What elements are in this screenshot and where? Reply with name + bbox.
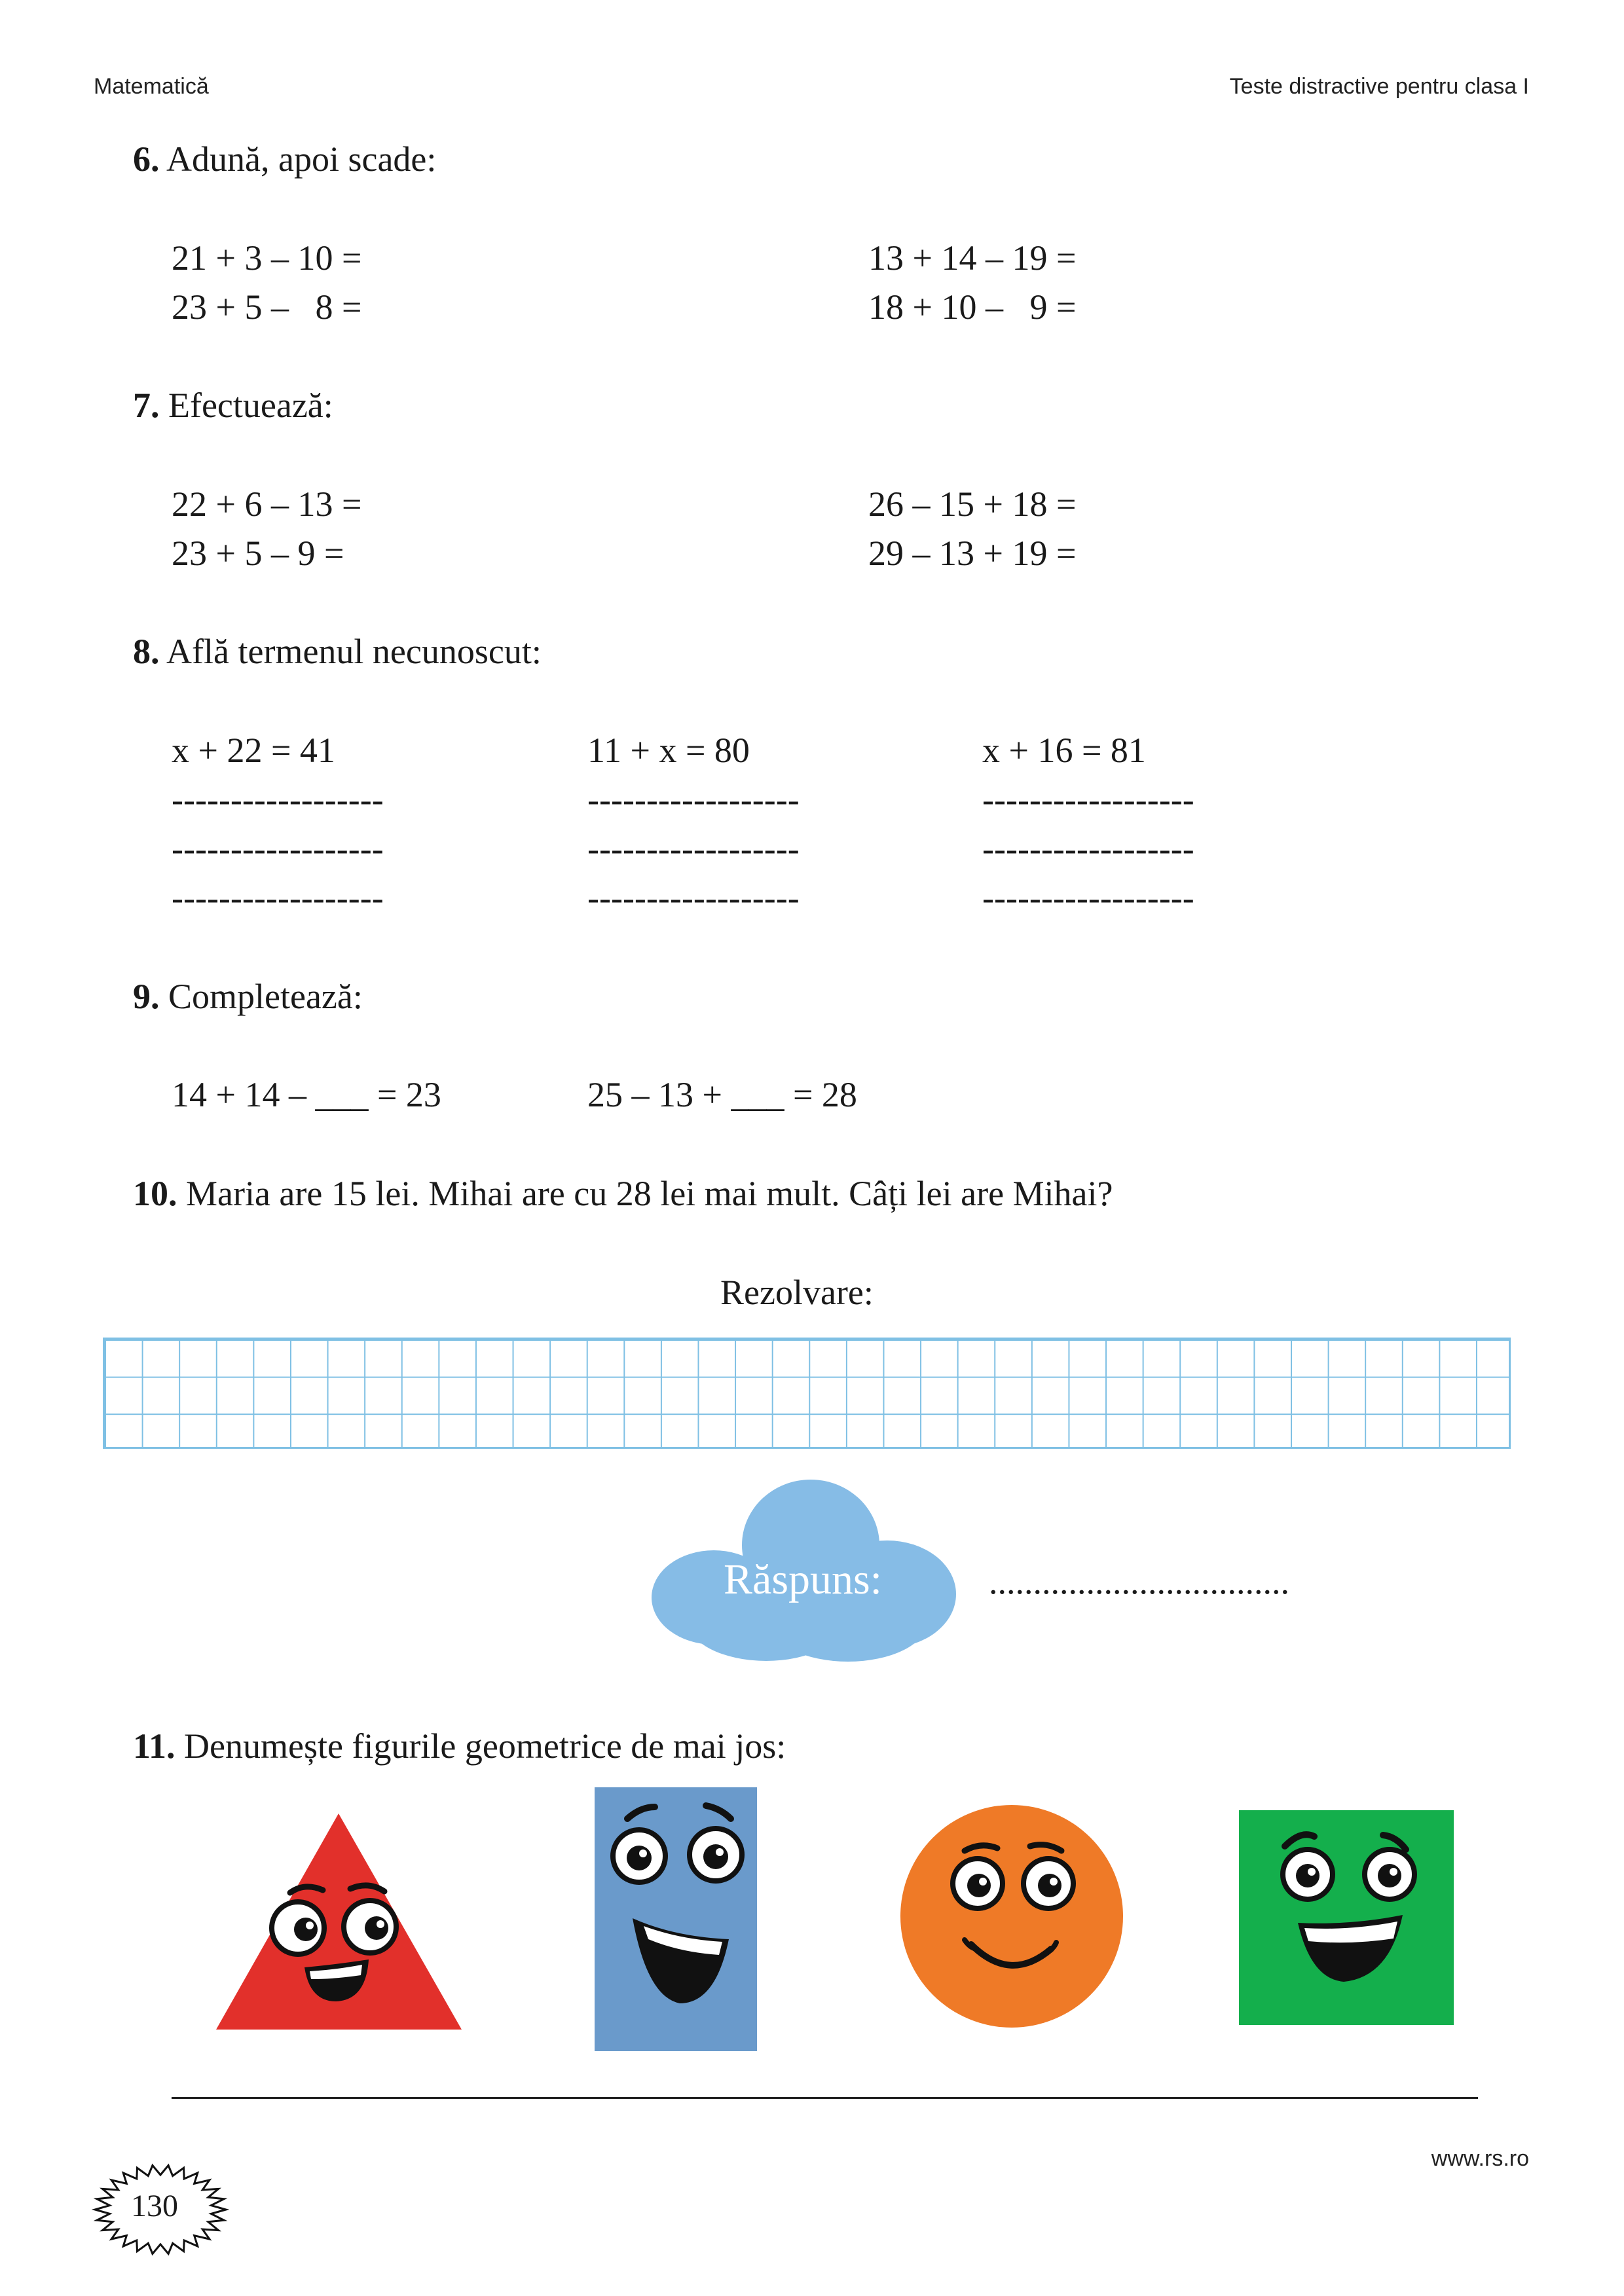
ex8-answer-line: ------------------ — [587, 878, 800, 917]
ex8-equation-1: x + 22 = 41 — [172, 731, 335, 770]
exercise-9-heading — [133, 976, 363, 1017]
ex8-answer-line: ------------------ — [982, 829, 1194, 868]
ex6-expr-4: 18 + 10 – 9 = — [868, 287, 1077, 327]
exercise-6-number: 6. — [133, 139, 160, 179]
exercise-6-heading — [133, 139, 436, 179]
exercise-9-title: Completează: — [168, 977, 363, 1016]
ex8-answer-line: ------------------ — [587, 829, 800, 868]
ex8-equation-3: x + 16 = 81 — [982, 731, 1146, 770]
ex6-expr-1: 21 + 3 – 10 = — [172, 238, 362, 278]
ex8-answer-line: ------------------ — [982, 878, 1194, 917]
exercise-11-title: Denumește figurile geometrice de mai jos: — [184, 1726, 786, 1766]
rectangle-face-icon — [595, 1787, 758, 2052]
header-book-title: Teste distractive pentru clasa I — [1229, 74, 1529, 99]
ex6-expr-3: 13 + 14 – 19 = — [868, 238, 1077, 278]
ex8-answer-line: ------------------ — [172, 780, 384, 819]
ex9-item-2: 25 – 13 + ___ = 28 — [587, 1075, 857, 1114]
exercise-10-number: 10. — [133, 1174, 177, 1213]
ex6-expr-2: 23 + 5 – 8 = — [172, 287, 362, 327]
exercise-9-number: 9. — [133, 977, 160, 1016]
ex8-answer-line: ------------------ — [587, 780, 800, 819]
exercise-8-title: Află termenul necunoscut: — [166, 632, 542, 671]
exercise-11-heading — [133, 1726, 786, 1766]
answer-dotted-line[interactable]: .................................. — [989, 1562, 1289, 1601]
footer-url[interactable]: www.rs.ro — [1431, 2146, 1529, 2171]
exercise-11-number: 11. — [133, 1726, 175, 1766]
exercise-8-number: 8. — [133, 632, 160, 671]
exercise-7-title: Efectuează: — [168, 386, 333, 425]
ex8-equation-2: 11 + x = 80 — [587, 731, 750, 770]
circle-face-icon — [899, 1804, 1125, 2030]
header-subject: Matematică — [94, 74, 209, 99]
ex8-answer-line: ------------------ — [172, 829, 384, 868]
ex8-answer-line: ------------------ — [172, 878, 384, 917]
exercise-6-title: Adună, apoi scade: — [166, 139, 437, 179]
square-face-icon — [1239, 1810, 1455, 2026]
shapes-answer-line[interactable] — [172, 2097, 1478, 2099]
exercise-7-number: 7. — [133, 386, 160, 425]
solution-label: Rezolvare: — [720, 1273, 874, 1312]
ex7-expr-1: 22 + 6 – 13 = — [172, 484, 362, 524]
ex7-expr-3: 26 – 15 + 18 = — [868, 484, 1077, 524]
ex8-answer-line: ------------------ — [982, 780, 1194, 819]
exercise-10-text: Maria are 15 lei. Mihai are cu 28 lei mai mult. Câți lei are Mihai? — [186, 1174, 1113, 1213]
ex7-expr-2: 23 + 5 – 9 = — [172, 534, 344, 573]
ex7-expr-4: 29 – 13 + 19 = — [868, 534, 1077, 573]
exercise-7-heading — [133, 385, 333, 426]
exercise-8-heading — [133, 631, 542, 672]
page-number: 130 — [131, 2189, 178, 2223]
ex9-item-1: 14 + 14 – ___ = 23 — [172, 1075, 441, 1114]
triangle-face-icon — [213, 1810, 465, 2033]
exercise-10-heading — [133, 1173, 1113, 1214]
answer-label: Răspuns: — [724, 1556, 883, 1603]
solution-grid[interactable] — [103, 1338, 1511, 1449]
